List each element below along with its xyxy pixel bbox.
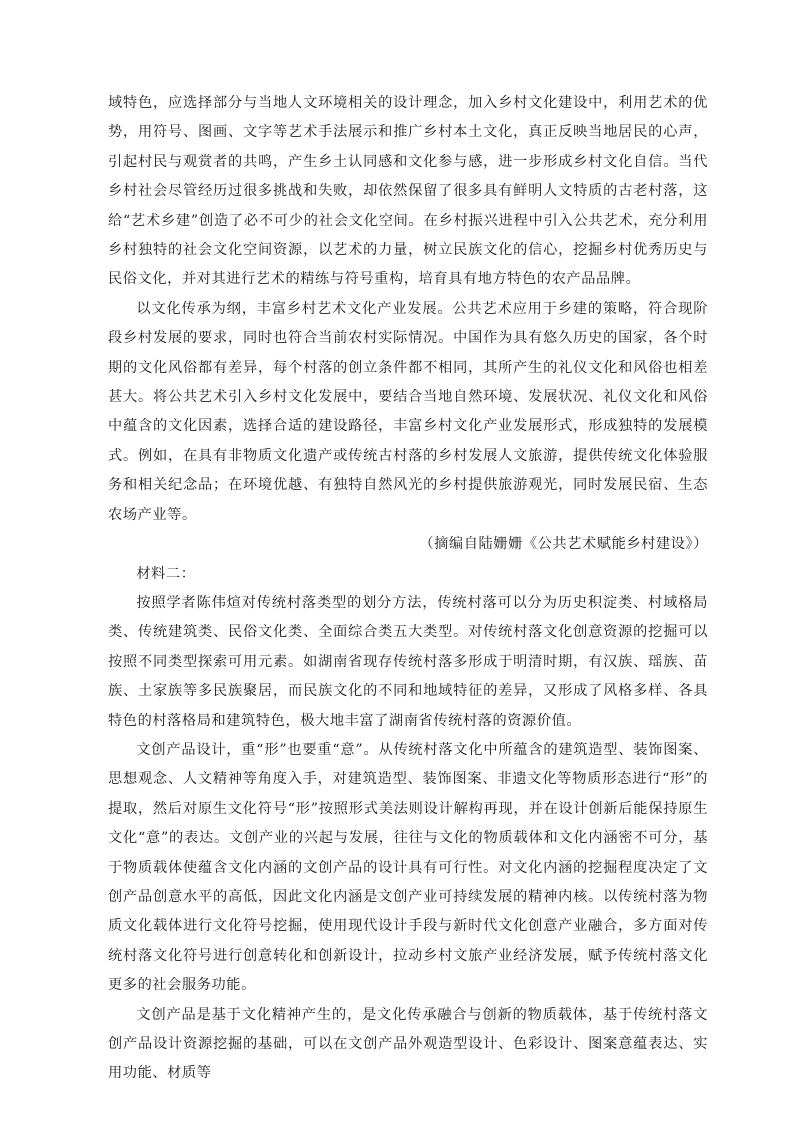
paragraph-5: 文创产品是基于文化精神产生的，是文化传承融合与创新的物质载体，基于传统村落文创产品设计资源挖掘的基础，可以在文创产品外观造型设计、色彩设计、图案意蕴表达、实用功能、材质等 [108,1006,708,1082]
source-citation: （摘编自陆姗姗《公共艺术赋能乡村建设》） [419,536,708,553]
paragraph-1: 域特色，应选择部分与当地人文环境相关的设计理念，加入乡村文化建设中，利用艺术的优势，用符号、图画、文字等艺术手法展示和推广乡村本土文化，真正反映当地居民的心声，引起村民与观赏者的共鸣，产生乡土认同感和文化参与感，进一步形成乡村文化自信。当代乡村社会尽管经历过很多挑战和失败，却依然保留了很多具有鲜明人文特质的古老村落，这给“艺术乡建”创造了必不可少的社会文化空间。在乡村振兴进程中引入公共艺术，充分利用乡村独特的社会文化空间资源，以艺术的力量，树立民族文化的信心，挖掘乡村优秀历史与民俗文化，并对其进行艺术的精练与符号重构，培育具有地方特色的农产品品牌。 [108,95,708,288]
paragraph-4: 文创产品设计，重“形”也要重“意”。从传统村落文化中所蕴含的建筑造型、装饰图案、思想观念、人文精神等角度入手，对建筑造型、装饰图案、非遗文化等物质形态进行“形”的提取，然后对原生文化符号“形”按照形式美法则设计解构再现，并在设计创新后能保持原生文化“意”的表达。文创产业的兴起与发展，往往与文化的物质载体和文化内涵密不可分，基于物质载体使蕴含文化内涵的文创产品的设计具有可行性。对文化内涵的挖掘程度决定了文创产品创意水平的高低，因此文化内涵是文创产业可持续发展的精神内核。以传统村落为物质文化载体进行文化符号挖掘，使用现代设计手段与新时代文化创意产业融合，多方面对传统村落文化符号进行创意转化和创新设计，拉动乡村文旅产业经济发展，赋予传统村落文化更多的社会服务功能。 [108,741,708,994]
paragraph-3: 按照学者陈伟煊对传统村落类型的划分方法，传统村落可以分为历史积淀类、村域格局类、传统建筑类、民俗文化类、全面综合类五大类型。对传统村落文化创意资源的挖掘可以按照不同类型探索可用元素。如湖南省现存传统村落多形成于明清时期，有汉族、瑶族、苗族、土家族等多民族聚居，而民族文化的不同和地域特征的差异，又形成了风格多样、各具特色的村落格局和建筑特色，极大地丰富了湖南省传统村落的资源价值。 [108,594,708,729]
section-heading: 材料二： [136,565,196,582]
paragraph-2: 以文化传承为纲，丰富乡村艺术文化产业发展。公共艺术应用于乡建的策略，符合现阶段乡村发展的要求，同时也符合当前农村实际情况。中国作为具有悠久历史的国家，各个时期的文化风俗都有差异，每个村落的创立条件都不相同，其所产生的礼仪文化和风俗也相差甚大。将公共艺术引入乡村文化发展中，要结合当地自然环境、发展状况、礼仪文化和风俗中蕴含的文化因素，选择合适的建设路径，丰富乡村文化产业发展形式，形成独特的发展模式。例如，在具有非物质文化遗产或传统古村落的乡村发展人文旅游，提供传统文化体验服务和相关纪念品；在环境优越、有独特自然风光的乡村提供旅游观光，同时发展民宿、生态农场产业等。 [108,300,708,523]
